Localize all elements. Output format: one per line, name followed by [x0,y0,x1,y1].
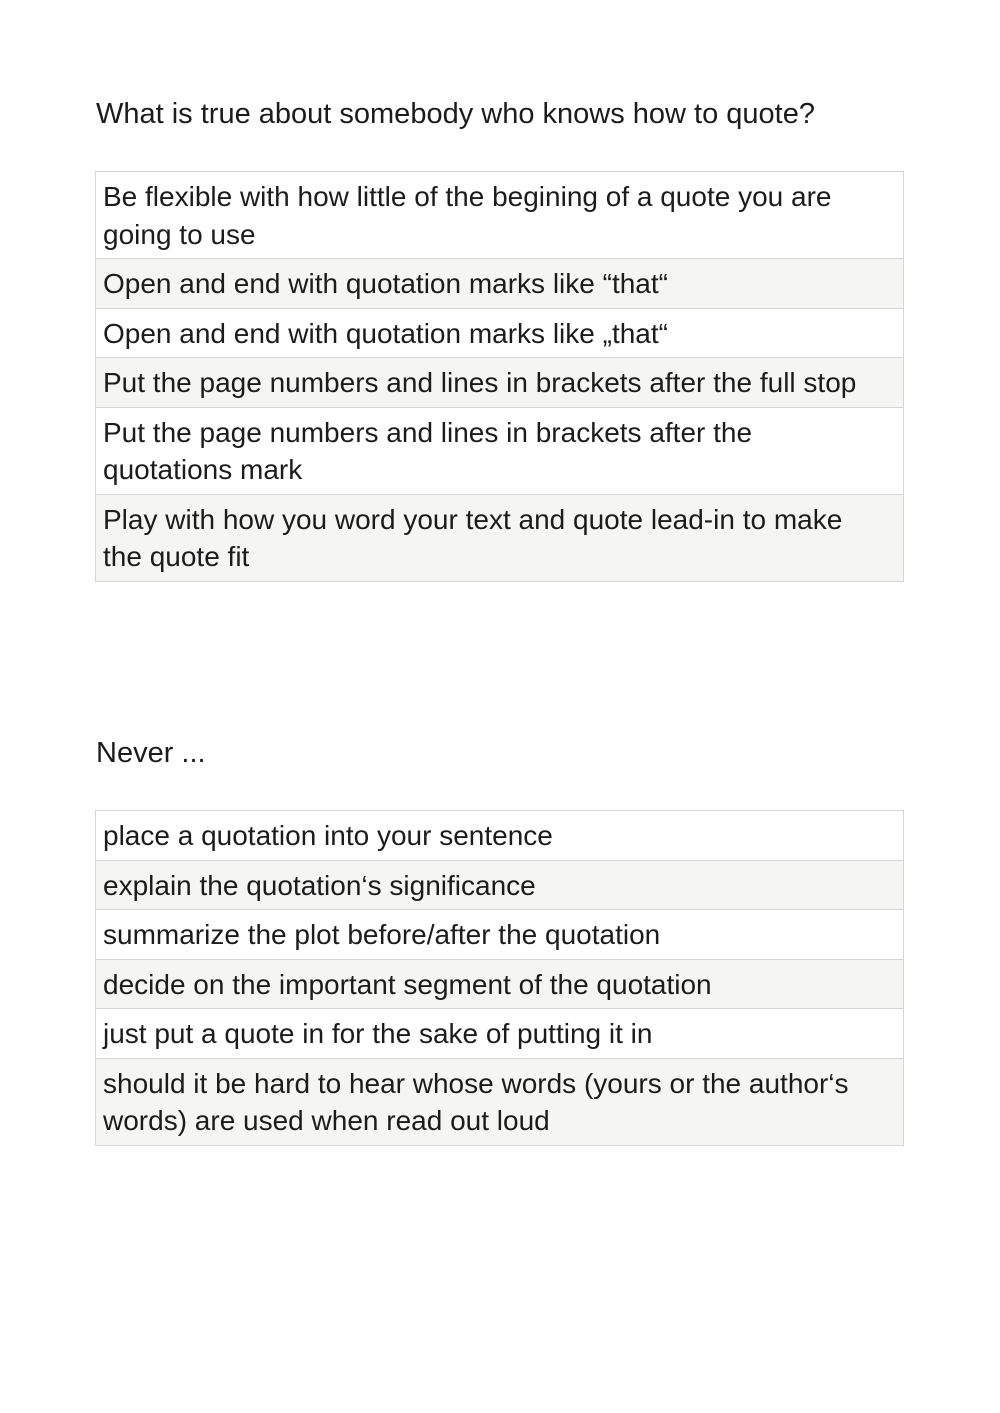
option-row[interactable] [96,910,904,960]
question-2-prompt: Never ... [96,737,206,769]
question-1-prompt: What is true about somebody who knows how to quote? [96,98,815,130]
question-1-options [95,171,904,582]
option-row[interactable] [96,811,904,861]
option-text[interactable]: explain the quotation‘s significance [96,860,904,910]
option-text[interactable]: Be flexible with how little of the begining of a quote you are going to use [96,172,904,259]
option-text[interactable]: place a quotation into your sentence [96,811,904,861]
option-row[interactable] [96,407,904,494]
option-text[interactable]: decide on the important segment of the quotation [96,959,904,1009]
option-text[interactable]: Put the page numbers and lines in brackets after the quotations mark [96,407,904,494]
option-row[interactable] [96,358,904,408]
option-text[interactable]: should it be hard to hear whose words (yours or the author‘s words) are used when read out loud [96,1058,904,1145]
option-text[interactable]: Play with how you word your text and quote lead-in to make the quote fit [96,494,904,581]
option-text[interactable]: Open and end with quotation marks like „that“ [96,308,904,358]
option-text[interactable]: Put the page numbers and lines in brackets after the full stop [96,358,904,408]
option-row[interactable] [96,1009,904,1059]
question-2-options [95,810,904,1146]
option-row[interactable] [96,1058,904,1145]
option-row[interactable] [96,172,904,259]
option-row[interactable] [96,494,904,581]
option-row[interactable] [96,308,904,358]
option-text[interactable]: Open and end with quotation marks like “that“ [96,259,904,309]
option-text[interactable]: summarize the plot before/after the quotation [96,910,904,960]
option-row[interactable] [96,959,904,1009]
option-text[interactable]: just put a quote in for the sake of putting it in [96,1009,904,1059]
option-row[interactable] [96,259,904,309]
option-row[interactable] [96,860,904,910]
